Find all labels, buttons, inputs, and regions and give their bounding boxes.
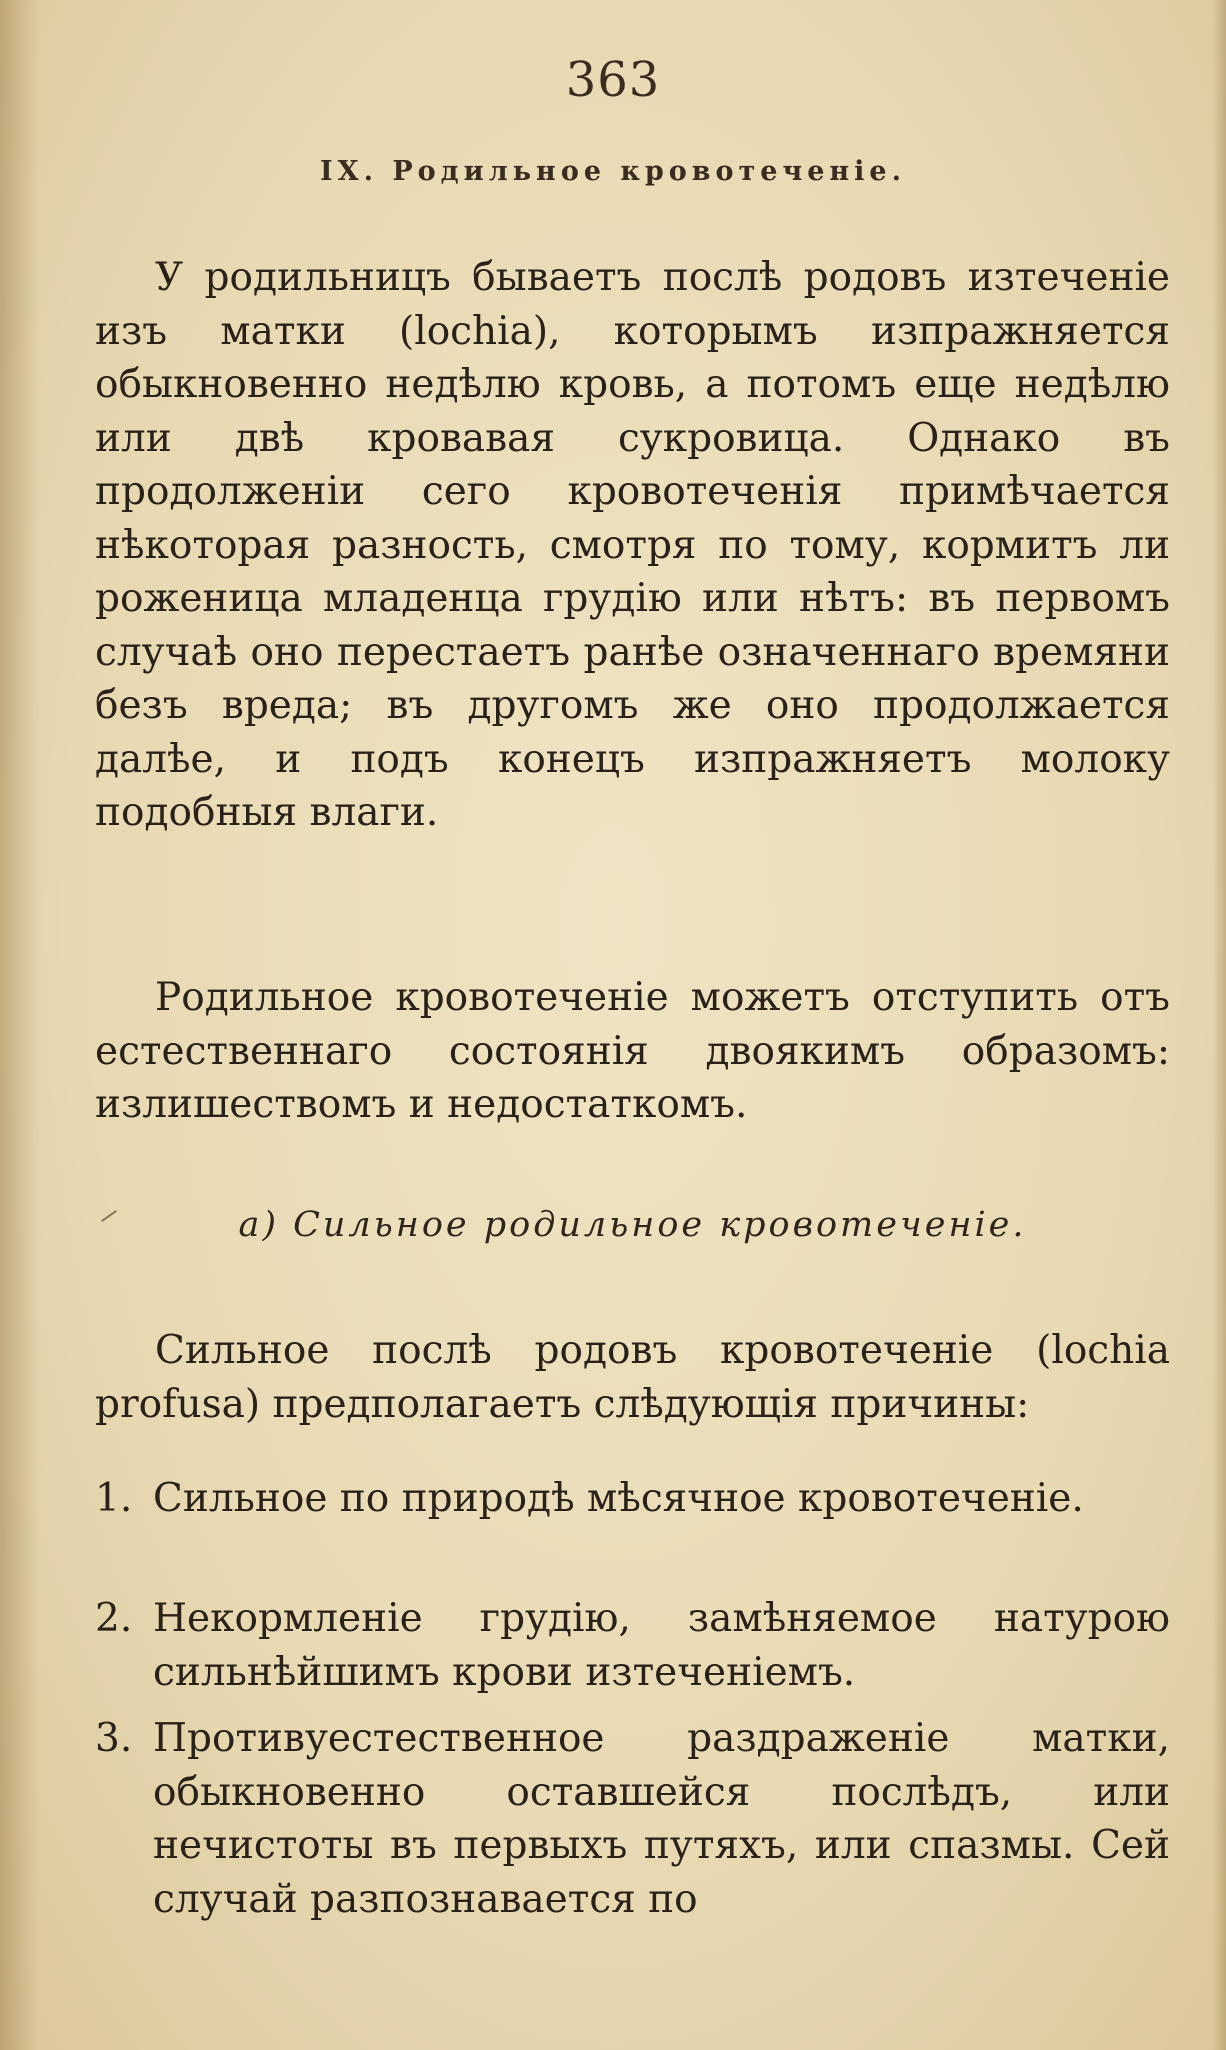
cause-number: 3. (95, 1716, 133, 1761)
page-number: 363 (565, 52, 661, 108)
cause-text: Некормленіе грудію, замѣняемое натурою сильнѣйшимъ крови изтеченіемъ. (153, 1596, 1170, 1695)
cause-text: Противуестественное раздраженіе матки, обыкновенно оставшейся послѣдъ, или нечистоты въ первыхъ путяхъ, или спазмы. Сей случай разпознавается по (153, 1716, 1170, 1922)
cause-item-3 (95, 1712, 1170, 1926)
paragraph-causes-intro: Сильное послѣ родовъ кровотеченіе (lochia profusa) предполагаетъ слѣдующія причины: (95, 1328, 1170, 1427)
cause-number: 1. (95, 1476, 133, 1521)
paragraph-lochia: У родильницъ бываетъ послѣ родовъ изтеченіе изъ матки (lochia), которымъ изпражняется обыкновенно недѣлю кровь, а потомъ еще недѣлю или двѣ кровавая сукровица. Однако въ продолженіи сего кровотеченія примѣчается нѣкоторая разность, смотря по тому, кормитъ ли роженица младенца грудію или нѣтъ: въ первомъ случаѣ оно перестаетъ ранѣе означеннаго времяни безъ вреда; въ другомъ же оно продолжается далѣе, и подъ конецъ изпражняетъ молоку подобныя влаги. (95, 255, 1170, 835)
chapter-title: IX. Родильное кровотеченіе. (319, 156, 907, 187)
cause-text: Сильное по природѣ мѣсячное кровотеченіе. (153, 1476, 1084, 1521)
page-shadow-right (1212, 0, 1226, 2050)
cause-item-1 (95, 1472, 1170, 1526)
cause-number: 2. (95, 1596, 133, 1641)
section-subheading: a) Сильное родильное кровотеченіе. (238, 1205, 1027, 1245)
paragraph-deviation: Родильное кровотеченіе можетъ отступить отъ естественнаго состоянія двоякимъ образомъ: излишествомъ и недостаткомъ. (95, 975, 1170, 1127)
cause-item-2 (95, 1592, 1170, 1699)
page-shadow-left (0, 0, 40, 2050)
